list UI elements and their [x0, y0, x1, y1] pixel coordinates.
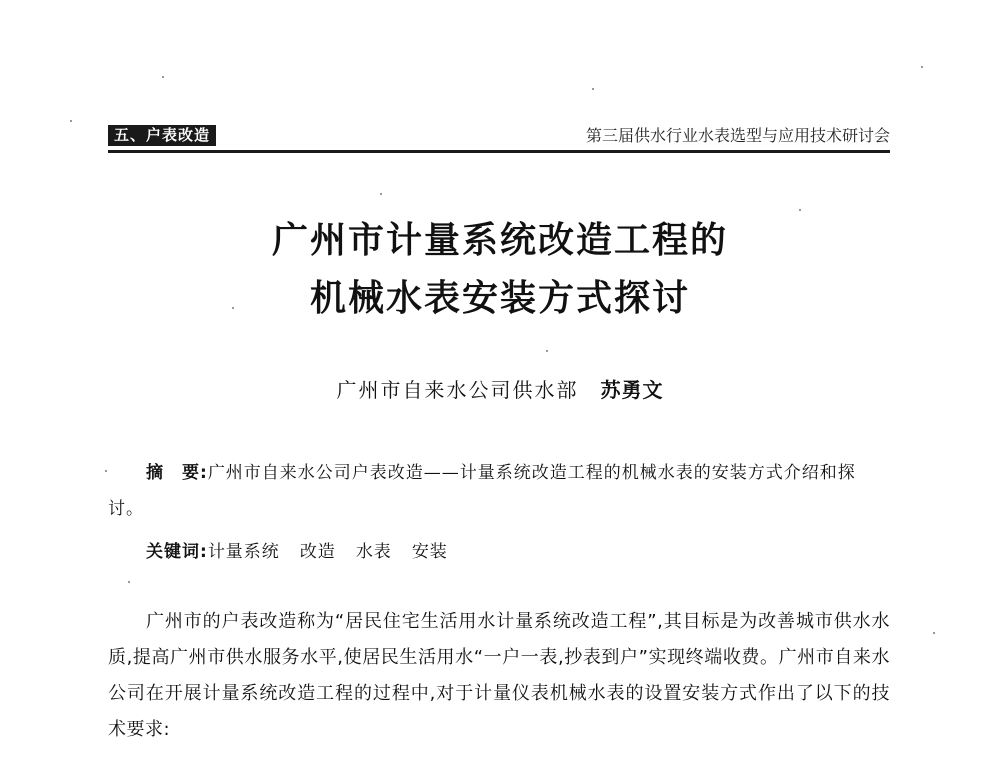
paper-title-line-1: 广州市计量系统改造工程的 [271, 219, 728, 261]
author-line [0, 374, 1000, 403]
abstract-text: 广州市自来水公司户表改造——计量系统改造工程的机械水表的安装方式介绍和探讨。 [108, 463, 856, 519]
keyword: 计量系统 [207, 542, 280, 562]
scan-speck [380, 193, 382, 195]
scan-speck [105, 470, 107, 472]
keyword: 安装 [411, 542, 448, 562]
abstract-label: 摘 要: [146, 463, 208, 483]
scan-speck [592, 88, 594, 90]
keywords-label: 关键词: [146, 542, 208, 562]
author-affiliation: 广州市自来水公司供水部 [336, 378, 579, 402]
section-tag: 五、户表改造 [108, 125, 216, 146]
scan-speck [546, 350, 548, 352]
scan-speck [70, 120, 72, 122]
keyword: 水表 [355, 542, 392, 562]
scan-speck [921, 66, 923, 68]
author-name: 苏勇文 [600, 378, 664, 402]
scan-speck [162, 76, 164, 78]
scan-speck [799, 209, 801, 211]
scan-speck [128, 581, 130, 583]
scan-speck [232, 307, 234, 309]
conference-header: 第三届供水行业水表选型与应用技术研讨会 [585, 126, 890, 145]
scan-speck [933, 632, 935, 634]
keywords [108, 534, 928, 570]
body-paragraph: 广州市的户表改造称为“居民住宅生活用水计量系统改造工程”,其目标是为改善城市供水水质,提高广州市供水服务水平,使居民生活用水“一户一表,抄表到户”实现终端收费。广州市自来水公司在开展计量系统改造工程的过程中,对于计量仪表机械水表的设置安装方式作出了以下的技术要求: [108, 611, 890, 740]
keyword: 改造 [299, 542, 336, 562]
abstract [108, 455, 890, 527]
header-rule [108, 150, 890, 153]
paper-title-line-2: 机械水表安装方式探讨 [309, 277, 690, 319]
